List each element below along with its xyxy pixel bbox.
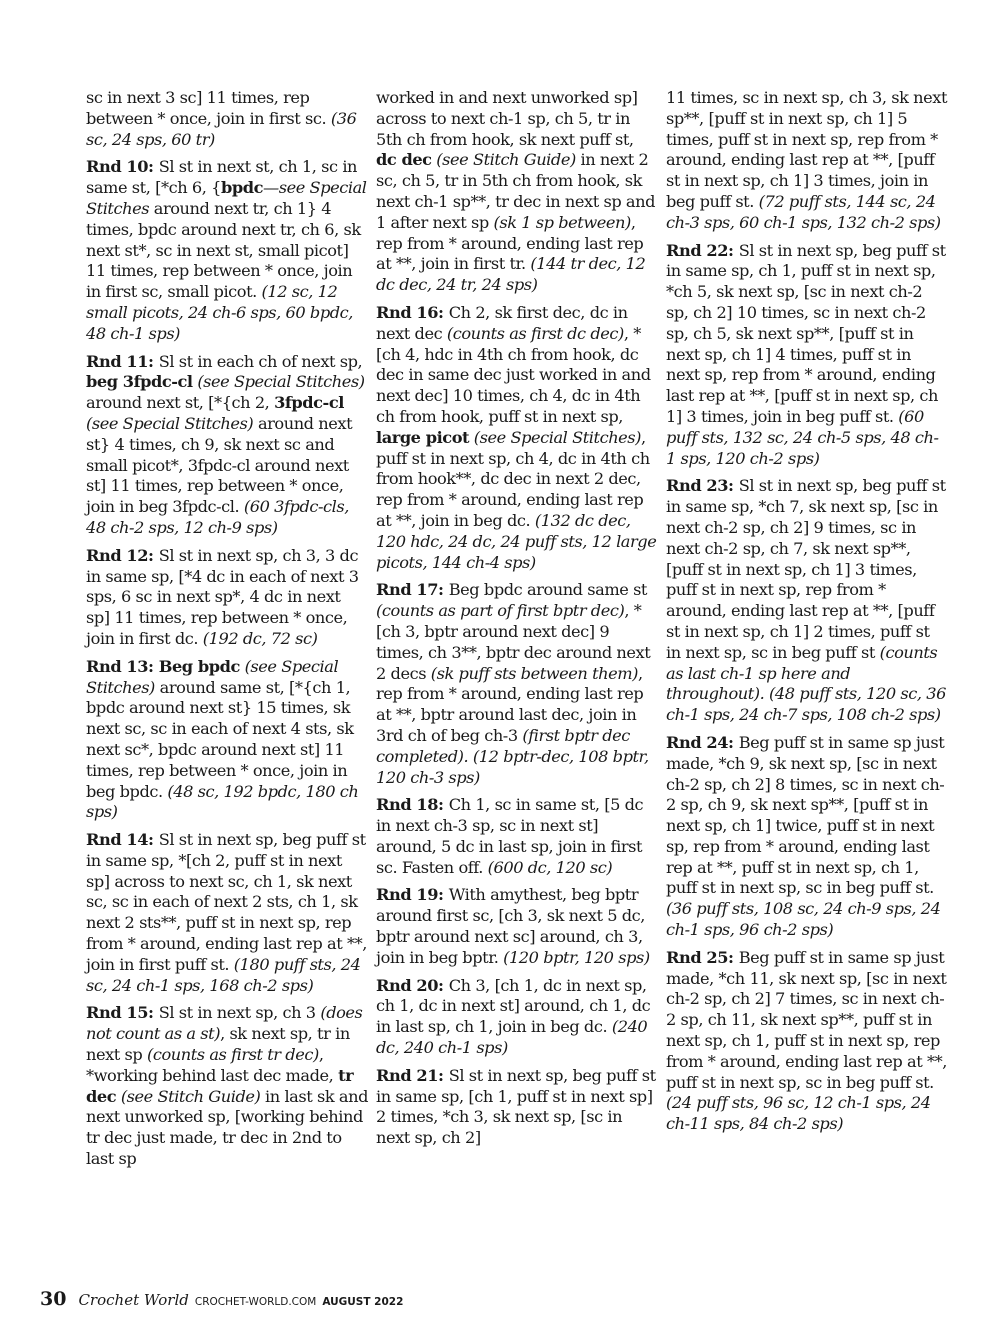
bold-text: Rnd 21: xyxy=(376,1065,449,1085)
body-text: around next st} 4 times, ch 9, sk next sc and small picot*, 3fpdc-cl around next st] 11 times, rep between * once, join in beg 3fpdc-cl. xyxy=(86,413,353,517)
body-text: Beg bpdc around same st xyxy=(448,580,647,600)
bold-text: Rnd 13: Beg bpdc xyxy=(86,656,240,676)
italic-text: (180 puff sts, 24 sc, 24 ch-1 sps, 168 ch-2 sps) xyxy=(86,954,361,995)
body-text: Sl st in next sp, beg puff st in same sp, *[ch 2, puff st in next sp] across to next sc, ch 1, sk next sc, sc in each of next 2 sts, ch 1, sk next 2 sts**, puff st in next sp, rep from * around, ending last rep at **, join in first puff st. xyxy=(86,830,367,974)
instruction-paragraph xyxy=(666,241,948,470)
bold-text: Rnd 14: xyxy=(86,830,159,850)
bold-text: beg 3fpdc-cl xyxy=(86,372,193,392)
instruction-paragraph xyxy=(86,657,368,823)
bold-text: Rnd 22: xyxy=(666,240,739,260)
instruction-paragraph xyxy=(376,1066,658,1149)
body-text: Sl st in next sp, ch 3, 3 dc in same sp, [*4 dc in each of next 3 sps, 6 sc in next sp*, 4 dc in next sp] 11 times, rep between * once, join in first dc. xyxy=(86,545,359,648)
italic-text: (see Special Stitches) xyxy=(86,413,254,433)
instruction-paragraph xyxy=(376,303,658,573)
body-text: , puff st in next sp, ch 4, dc in 4th ch from hook**, dc dec in next 2 dec, rep from * around, ending last rep at **, join in beg dc. xyxy=(376,427,650,530)
bold-text: Rnd 11: xyxy=(86,351,159,371)
italic-text: (see Special Stitches) xyxy=(86,656,339,697)
instruction-paragraph xyxy=(666,948,948,1135)
body-text: Sl st in next sp, beg puff st in same sp, ch 1, puff st in next sp, *ch 5, sk next sp, [sc in next ch-2 sp, ch 2] 10 times, sc in next ch-2 sp, ch 5, sk next sp**, [puff st in next sp, ch 1] 4 times, puff st in next sp, rep from * around, ending last rep at **, [puff st in next sp, ch 1] 3 times, join in beg puff st. xyxy=(666,240,946,426)
text-column-3 xyxy=(666,88,948,1142)
italic-text: (36 puff sts, 108 sc, 24 ch-9 sps, 24 ch-1 sps, 96 ch-2 sps) xyxy=(666,899,941,940)
page-number: 30 xyxy=(40,1288,67,1310)
body-text: worked in and next unworked sp] across to next ch-1 sp, ch 5, tr in 5th ch from hook, sk next puff st, xyxy=(376,88,638,149)
bold-text: tr dec xyxy=(86,1065,354,1106)
italic-text: (see Special Stitches) xyxy=(192,372,365,392)
italic-text: (first bptr dec completed). (12 bptr-dec, 108 bptr, 120 ch-3 sps) xyxy=(376,725,649,787)
body-text: Beg puff st in same sp just made, *ch 9, sk next sp, [sc in next ch-2 sp, ch 2] 8 times, sc in next ch-2 sp, ch 9, sk next sp**, [puff st in next sp, ch 1] twice, puff st in next sp, rep from * around, ending last rep at **, puff st in next sp, ch 1, puff st in next sp, sc in beg puff st. xyxy=(666,732,945,898)
italic-text: (counts as part of first bptr dec) xyxy=(376,601,625,621)
italic-text: (48 sc, 192 bpdc, 180 ch sps) xyxy=(86,781,359,822)
instruction-paragraph xyxy=(86,157,368,344)
bold-text: Rnd 25: xyxy=(666,947,739,967)
body-text: around next st, [*{ch 2, xyxy=(86,393,275,413)
italic-text: (12 sc, 12 small picots, 24 ch-6 sps, 60 bpdc, 48 ch-1 sps) xyxy=(86,282,353,343)
italic-text: (240 dc, 240 ch-1 sps) xyxy=(376,1017,648,1058)
italic-text: (counts as last ch-1 sp here and throughout). (48 puff sts, 120 sc, 36 ch-1 sps, 24 ch-7 sps, 108 ch-2 sps) xyxy=(666,642,946,725)
italic-text: (36 sc, 24 sps, 60 tr) xyxy=(86,108,357,149)
italic-text: (600 dc, 120 sc) xyxy=(487,857,613,877)
bold-text: dc dec xyxy=(376,150,432,170)
italic-text: (132 dc dec, 120 hdc, 24 dc, 24 puff sts, 12 large picots, 144 ch-4 sps) xyxy=(376,510,657,572)
bold-text: bpdc xyxy=(220,178,263,198)
bold-text: Rnd 18: xyxy=(376,795,449,815)
instruction-paragraph xyxy=(666,88,948,234)
instruction-paragraph xyxy=(376,88,658,296)
italic-text: (see Stitch Guide) xyxy=(431,150,576,170)
body-text: Sl st in next sp, beg puff st in same sp, [ch 1, puff st in next sp] 2 times, *ch 3, sk next sp, [sc in next sp, ch 2] xyxy=(376,1065,656,1148)
instruction-paragraph xyxy=(86,352,368,539)
italic-text: —see Special Stitches xyxy=(86,178,367,218)
body-text: Beg puff st in same sp just made, *ch 11, sk next sp, [sc in next ch-2 sp, ch 2] 7 times, sc in next ch-2 sp, ch 11, sk next sp**, puff st in next sp, ch 1, puff st in next sp, rep from * around, ending last rep at **, puff st in next sp, sc in beg puff st. xyxy=(666,947,947,1092)
magazine-title: Crochet World xyxy=(78,1291,189,1309)
body-text: , *[ch 4, hdc in 4th ch from hook, dc dec in same dec just worked in and next dec] 10 times, ch 4, dc in 4th ch from hook, puff st in next sp, xyxy=(376,323,651,426)
instruction-paragraph xyxy=(86,546,368,650)
bold-text: Rnd 16: xyxy=(376,302,449,322)
bold-text: Rnd 24: xyxy=(666,732,739,752)
bold-text: Rnd 17: xyxy=(376,580,449,600)
text-column-1 xyxy=(86,88,368,1177)
body-text: , *working behind last dec made, xyxy=(86,1045,339,1085)
body-text: With amythest, beg bptr around first sc, [ch 3, sk next 5 dc, bptr around next sc] around, ch 3, join in beg bptr. xyxy=(376,885,645,967)
body-text: around next tr, ch 1} 4 times, bpdc around next tr, ch 6, sk next st*, sc in next st, small picot] 11 times, rep between * once, join in first sc, small picot. xyxy=(86,198,361,302)
bold-text: Rnd 19: xyxy=(376,885,449,905)
body-text: Ch 1, sc in same st, [5 dc in next ch-3 sp, sc in next st] around, 5 dc in last sp, join in first sc. Fasten off. xyxy=(376,795,644,877)
body-text: , rep from * around, ending last rep at **, join in first tr. xyxy=(376,212,644,274)
italic-text: (60 3fpdc-cls, 48 ch-2 sps, 12 ch-9 sps) xyxy=(86,497,349,537)
italic-text: (see Special Stitches) xyxy=(469,427,642,447)
text-column-2 xyxy=(376,88,658,1156)
body-text: , *[ch 3, bptr around next dec] 9 times, ch 3**, bptr dec around next 2 decs xyxy=(376,601,651,683)
body-text: Sl st in next sp, beg puff st in same sp, *ch 7, sk next sp, [sc in next ch-2 sp, ch 2] 9 times, sc in next ch-2 sp, ch 7, sk next sp**, [puff st in next sp, ch 1] 3 times, puff st in next sp, rep from * around, ending last rep at **, [puff st in next sp, ch 1] 2 times, puff st in next sp, sc in beg puff st xyxy=(666,476,946,662)
italic-text: (192 dc, 72 sc) xyxy=(202,628,318,648)
italic-text: (see Stitch Guide) xyxy=(116,1086,261,1106)
bold-text: Rnd 20: xyxy=(376,975,449,995)
body-text: Sl st in next sp, ch 3 xyxy=(158,1003,321,1023)
body-text: Ch 2, sk first dec, dc in next dec xyxy=(376,302,628,343)
bold-text: Rnd 15: xyxy=(86,1003,159,1023)
bold-text: large picot xyxy=(376,427,470,447)
body-text: Sl st in each ch of next sp, xyxy=(158,351,363,371)
italic-text: (24 puff sts, 96 sc, 12 ch-1 sps, 24 ch-11 sps, 84 ch-2 sps) xyxy=(666,1093,931,1134)
issue-date: AUGUST 2022 xyxy=(322,1296,404,1308)
italic-text: (144 tr dec, 12 dc dec, 24 tr, 24 sps) xyxy=(376,254,646,295)
italic-text: (72 puff sts, 144 sc, 24 ch-3 sps, 60 ch-1 sps, 132 ch-2 sps) xyxy=(666,191,941,232)
body-text: 11 times, sc in next sp, ch 3, sk next sp**, [puff st in next sp, ch 1] 5 times, puff st in next sp, rep from * around, ending last rep at **, [puff st in next sp, ch 1] 3 times, join in beg puff st. xyxy=(666,88,947,211)
italic-text: (120 bptr, 120 sps) xyxy=(503,947,650,967)
bold-text: Rnd 10: xyxy=(86,157,159,177)
body-text: around same st, [*{ch 1, bpdc around next st} 15 times, sk next sc, sc in each of next 4 sts, sk next sc*, bpdc around next st] 11 times, rep between * once, join in beg bpdc. xyxy=(86,677,354,801)
bold-text: Rnd 12: xyxy=(86,545,159,565)
body-text: , sk next sp, tr in next sp xyxy=(86,1024,350,1065)
instruction-paragraph xyxy=(666,733,948,941)
body-text: sc in next 3 sc] 11 times, rep between * once, join in first sc. xyxy=(86,88,331,128)
italic-text: (sk puff sts between them) xyxy=(430,663,639,683)
instruction-paragraph xyxy=(86,830,368,996)
instruction-paragraph xyxy=(86,88,368,150)
instruction-paragraph xyxy=(666,476,948,726)
instruction-paragraph xyxy=(376,976,658,1059)
instruction-paragraph xyxy=(376,795,658,878)
body-text: Sl st in next st, ch 1, sc in same st, [*ch 6, { xyxy=(86,157,358,198)
page-footer xyxy=(40,1288,403,1312)
body-text: in next 2 sc, ch 5, tr in 5th ch from hook, sk next ch-1 sp**, tr dec in next sp and 1 after next sp xyxy=(376,150,656,232)
italic-text: (counts as first dc dec) xyxy=(446,323,624,343)
website-url: CROCHET-WORLD.COM xyxy=(194,1296,317,1308)
italic-text: (counts as first tr dec) xyxy=(147,1045,319,1065)
instruction-paragraph xyxy=(86,1003,368,1169)
body-text: Ch 3, [ch 1, dc in next sp, ch 1, dc in next st] around, ch 1, dc in last sp, ch 1, join in beg dc. xyxy=(376,975,651,1037)
bold-text: Rnd 23: xyxy=(666,476,739,496)
italic-text: (60 puff sts, 132 sc, 24 ch-5 sps, 48 ch-1 sps, 120 ch-2 sps) xyxy=(666,406,939,468)
instruction-paragraph xyxy=(376,885,658,968)
body-text: , rep from * around, ending last rep at **, bptr around last dec, join in 3rd ch of beg ch-3 xyxy=(376,663,644,745)
bold-text: 3fpdc-cl xyxy=(274,393,344,413)
instruction-paragraph xyxy=(376,580,658,788)
body-text: in last sk and next unworked sp, [working behind tr dec just made, tr dec in 2nd to last sp xyxy=(86,1086,368,1169)
italic-text: (sk 1 sp between) xyxy=(493,212,631,232)
italic-text: (does not count as a st) xyxy=(86,1003,363,1044)
